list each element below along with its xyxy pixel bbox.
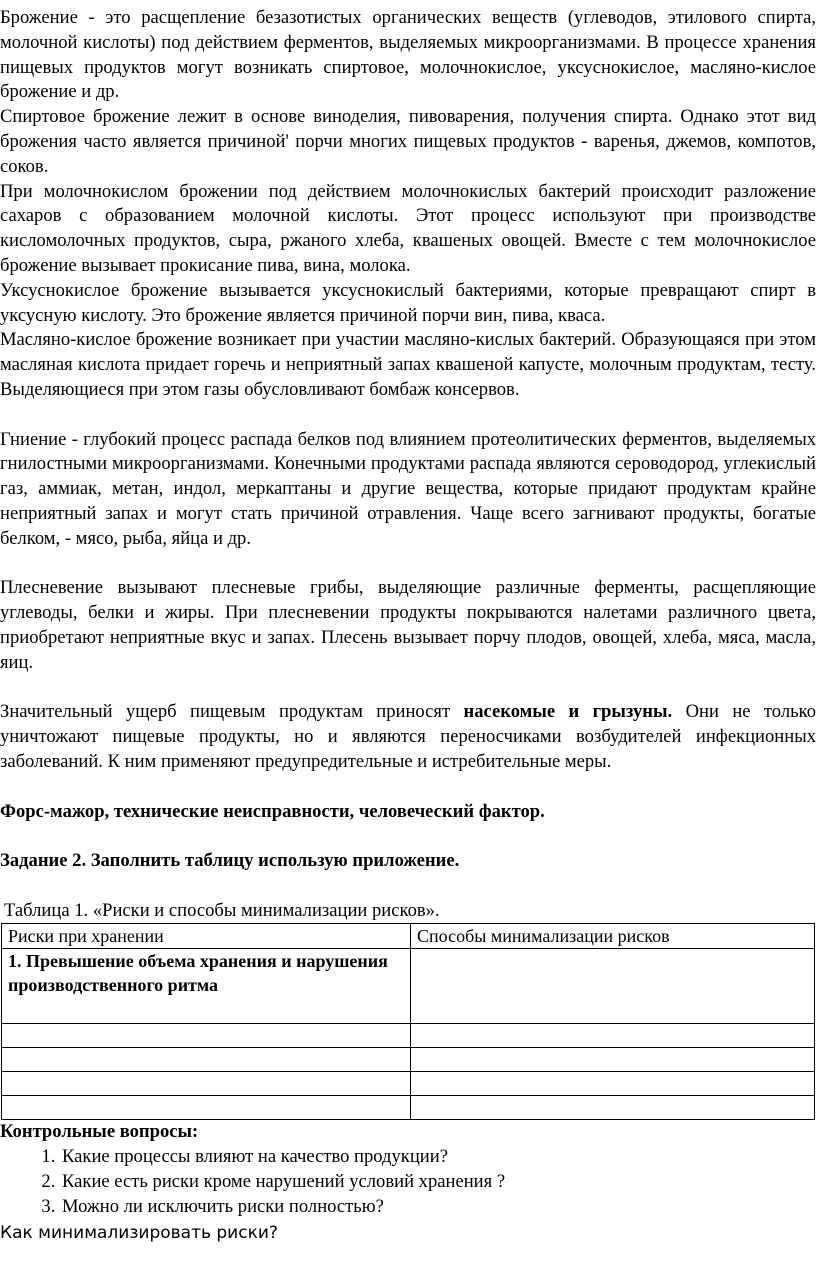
spacer xyxy=(0,824,816,849)
table-row xyxy=(2,949,815,1024)
questions-list xyxy=(0,1145,816,1219)
paragraph-mold: Плесневение вызывают плесневые грибы, выделяющие различные ферменты, расщепляющие углеводы, белки и жиры. При плесневении продукты покрываются налетами различного цвета, приобретают неприятные вкус и запах. Плесень вызывает порчу плодов, овощей, хлеба, мяса, масла, яиц. xyxy=(0,577,816,673)
risk-cell xyxy=(2,1048,411,1072)
method-cell xyxy=(411,949,815,1024)
paragraph-putrefaction: Гниение - глубокий процесс распада белков под влиянием протеолитических ферментов, выделяемых гнилостными микроорганизмами. Конечными продуктами распада являются сероводород, углекислый газ, аммиак, метан, индол, меркаптаны и другие вещества, которые придают продуктам крайне неприятный запах и могут стать причиной отравления. Чаще всего загнивают продукты, богатые белком, - мясо, рыба, яйца и др. xyxy=(0,428,816,549)
pests-text-before: Значительный ущерб пищевым продуктам приносят xyxy=(0,701,464,723)
header-risks: Риски при хранении xyxy=(2,924,411,949)
spacer xyxy=(0,552,816,577)
paragraph-alcohol-fermentation: Спиртовое брожение лежит в основе виноделия, пивоварения, получения спирта. Однако этот вид брожения часто является причиной' порчи многих пищевых продуктов - варенья, джемов, компотов, соков. xyxy=(0,106,816,177)
pests-bold-text: насекомые и грызуны. xyxy=(463,701,673,723)
questions-title: Контрольные вопросы: xyxy=(0,1121,199,1143)
table-row xyxy=(2,1072,815,1096)
task-heading: Задание 2. Заполнить таблицу использую приложение. xyxy=(0,850,460,872)
risk-cell: 1. Превышение объема хранения и нарушения производственного ритма xyxy=(2,949,411,1024)
risk-table xyxy=(1,923,815,1120)
extra-question: Как минимализировать риски? xyxy=(0,1222,278,1243)
paragraph-pests xyxy=(0,700,816,774)
table-row xyxy=(2,1048,815,1072)
method-cell xyxy=(411,1048,815,1072)
table-row xyxy=(2,1024,815,1048)
risk-cell xyxy=(2,1024,411,1048)
list-item: 2. Какие есть риски кроме нарушений условий хранения ? xyxy=(60,1170,816,1195)
method-cell xyxy=(411,1072,815,1096)
paragraph-lactic-fermentation: При молочнокислом брожении под действием молочнокислых бактерий происходит разложение сахаров с образованием молочной кислоты. Этот процесс используют при производстве кисломолочных продуктов, сыра, ржаного хлеба, квашеных овощей. Вместе с тем молочнокислое брожение вызывает прокисание пива, вина, молока. xyxy=(0,180,816,276)
paragraph-acetic-fermentation: Уксуснокислое брожение вызывается уксуснокислый бактериями, которые превращают спирт в уксусную кислоту. Это брожение является причиной порчи вин, пива, кваса. xyxy=(0,279,816,326)
paragraph-fermentation: Брожение - это расщепление безазотистых органических веществ (углеводов, этилового спирта, молочной кислоты) под действием ферментов, выделяемых микроорганизмами. В процессе хранения пищевых продуктов могут возникать спиртовое, молочнокислое, уксуснокислое, масляно-кислое брожение и др. xyxy=(0,7,816,103)
table-row xyxy=(2,1096,815,1120)
spacer xyxy=(0,676,816,701)
pests-text-after: Они не только уничтожают пищевые продукты, но и являются переносчиками возбудителей инфекционных заболеваний. К ним применяют предупредительные и истребительные меры. xyxy=(0,701,816,772)
list-item: 3. Можно ли исключить риски полностью? xyxy=(60,1195,816,1220)
document-page xyxy=(0,6,816,1245)
header-methods: Способы минимализации рисков xyxy=(411,924,815,949)
spacer xyxy=(0,775,816,800)
method-cell xyxy=(411,1024,815,1048)
table-caption: Таблица 1. «Риски и способы минимализации рисков». xyxy=(4,899,440,921)
method-cell xyxy=(411,1096,815,1120)
risk-cell xyxy=(2,1096,411,1120)
spacer xyxy=(0,874,816,899)
table-header-row xyxy=(2,924,815,949)
paragraph-butyric-fermentation: Масляно-кислое брожение возникает при участии масляно-кислых бактерий. Образующаяся при этом масляная кислота придает горечь и неприятный запах квашеной капусте, молочным продуктам, тесту. Выделяющиеся при этом газы обусловливают бомбаж консервов. xyxy=(0,329,816,400)
force-majeure-heading: Форс-мажор, технические неисправности, человеческий фактор. xyxy=(0,800,545,822)
risk-cell xyxy=(2,1072,411,1096)
list-item: 1. Какие процессы влияют на качество продукции? xyxy=(60,1145,816,1170)
spacer xyxy=(0,403,816,428)
